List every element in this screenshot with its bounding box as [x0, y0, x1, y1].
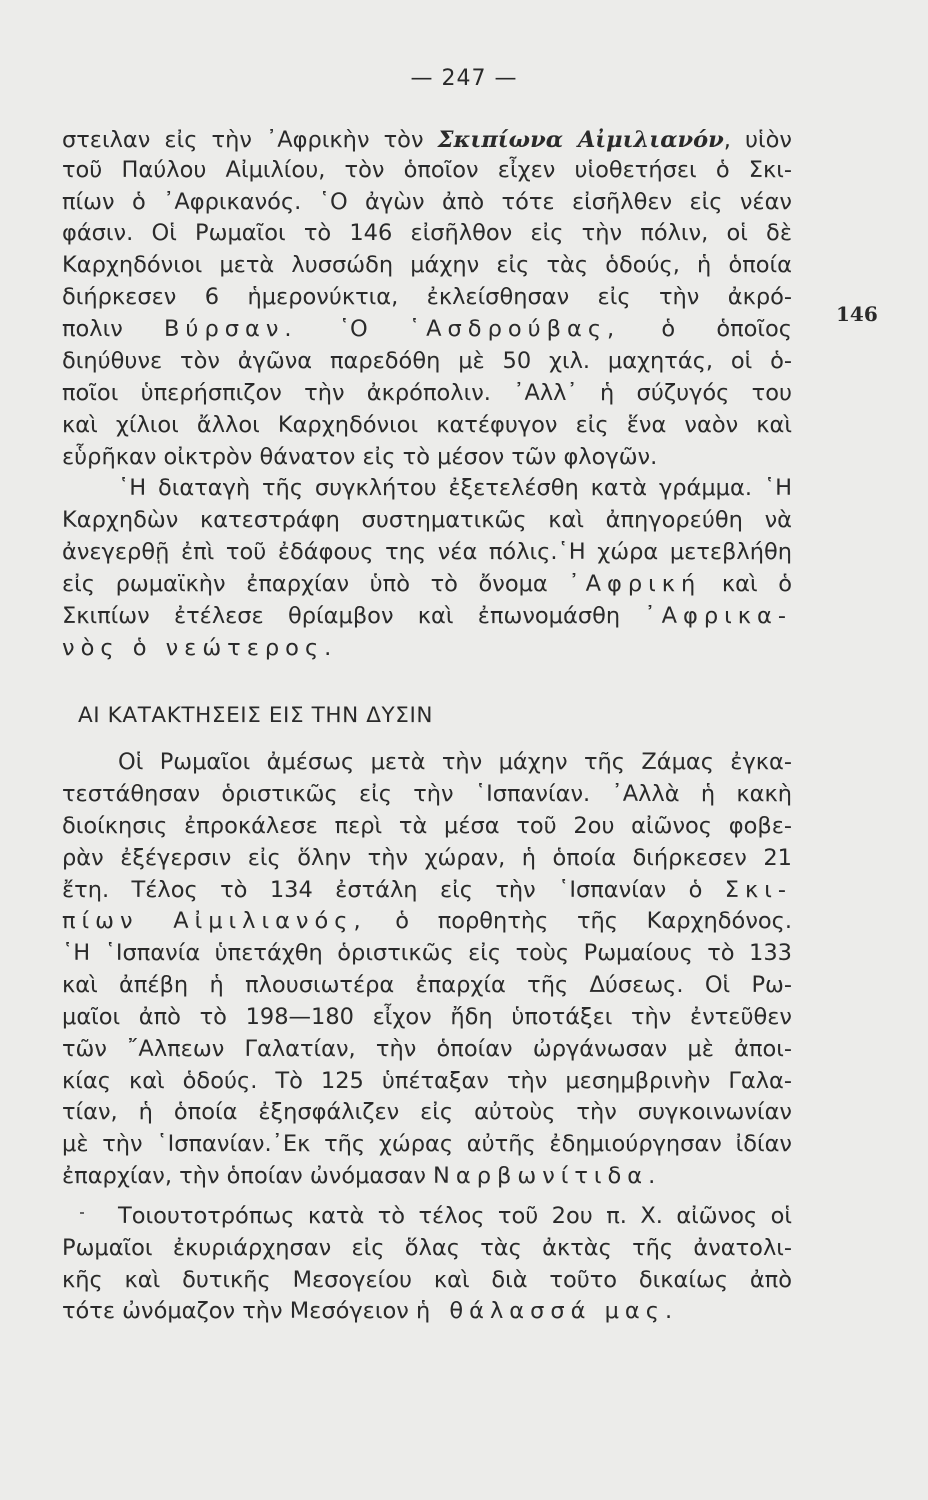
text-line: Καρχηδόνιοι μετὰ λυσσώδη μάχην εἰς τὰς ὁδούς, ἡ ὁποία — [62, 252, 792, 278]
text-line: διοίκησις ἐπροκάλεσε περὶ τὰ μέσα τοῦ 2ου αἰῶνος φοβε- — [62, 813, 792, 839]
text-line: μαῖοι ἀπὸ τὸ 198—180 εἶχον ἤδη ὑποτάξει τὴν ἐντεῦθεν — [62, 1004, 792, 1030]
text-line: ῾Η ῾Ισπανία ὑπετάχθη ὁριστικῶς εἰς τοὺς Ρωμαίους τὸ 133 — [62, 940, 792, 966]
text-line: ἀνεγερθῇ ἐπὶ τοῦ ἐδάφους της νέα πόλις.῾Η χώρα μετεβλήθη — [62, 539, 792, 565]
text-line: πίων ὁ ᾿Αφρικανός. ῾Ο ἀγὼν ἀπὸ τότε εἰσῆλθεν εἰς νέαν — [62, 189, 792, 215]
text-line: φάσιν. Οἱ Ρωμαῖοι τὸ 146 εἰσῆλθον εἰς τὴν πόλιν, οἱ δὲ — [62, 220, 792, 246]
text-line: τίαν, ἡ ὁποία ἐξησφάλιζεν εἰς αὐτοὺς τὴν συγκοινωνίαν — [62, 1099, 792, 1125]
text-line: πολιν Βύρσαν. ῾Ο ῾Ασδρούβας, ὁ ὁποῖος — [62, 316, 793, 342]
text-line: Τοιουτοτρόπως κατὰ τὸ τέλος τοῦ 2ου π. Χ. αἰῶνος οἱ — [118, 1203, 792, 1229]
text-line: διηύθυνε τὸν ἀγῶνα παρεδόθη μὲ 50 χιλ. μαχητάς, οἱ ὁ- — [62, 348, 792, 374]
section-heading: ΑΙ ΚΑΤΑΚΤΗΣΕΙΣ ΕΙΣ ΤΗΝ ΔΥΣΙΝ — [78, 703, 434, 728]
speck — [80, 1212, 84, 1214]
text-line: ἔτη. Τέλος τὸ 134 ἐστάλη εἰς τὴν ῾Ισπανίαν ὁ Σκι- — [62, 877, 792, 903]
page-number: — 247 — — [410, 66, 518, 91]
text-line: κῆς καὶ δυτικῆς Μεσογείου καὶ διὰ τοῦτο δικαίως ἀπὸ — [62, 1267, 792, 1293]
text-line: στειλαν εἰς τὴν ᾿Αφρικὴν τὸν Σκιπίωνα Αἰμιλιανόν, υἱὸν — [62, 127, 792, 153]
text-line: ἐπαρχίαν, τὴν ὁποίαν ὠνόμασαν Ναρβωνίτιδα. — [62, 1163, 662, 1189]
text-line: Ρωμαῖοι ἐκυριάρχησαν εἰς ὅλας τὰς ἀκτὰς τῆς ἀνατολι- — [62, 1235, 792, 1261]
margin-note: 146 — [836, 302, 878, 326]
text-line: καὶ χίλιοι ἄλλοι Καρχηδόνιοι κατέφυγον εἰς ἕνα ναὸν καὶ — [62, 412, 792, 438]
text-line: ῾Η διαταγὴ τῆς συγκλήτου ἐξετελέσθη κατὰ γράμμα. ῾Η — [118, 475, 792, 501]
text-line: Καρχηδὼν κατεστράφη συστηματικῶς καὶ ἀπηγορεύθη νὰ — [62, 507, 792, 533]
text-line: νὸς ὁ νεώτερος. — [62, 635, 338, 661]
text-line: ποῖοι ὑπερήσπιζον τὴν ἀκρόπολιν. ᾿Αλλ᾿ ἡ σύζυγός του — [62, 380, 792, 406]
emphasis-name: Σκιπίωνα Αἰμιλιανόν — [437, 127, 724, 153]
text-line: Οἱ Ρωμαῖοι ἀμέσως μετὰ τὴν μάχην τῆς Ζάμας ἐγκα- — [118, 749, 792, 775]
text-line: ρὰν ἐξέγερσιν εἰς ὅλην τὴν χώραν, ἡ ὁποία διήρκεσεν 21 — [62, 845, 792, 871]
text-line: εὗρῆκαν οἰκτρὸν θάνατον εἰς τὸ μέσον τῶν φλογῶν. — [62, 444, 658, 470]
text-line: εἰς ρωμαϊκὴν ἐπαρχίαν ὑπὸ τὸ ὄνομα ᾿Αφρική καὶ ὁ — [62, 571, 793, 597]
text-line: Σκιπίων ἐτέλεσε θρίαμβον καὶ ἐπωνομάσθη ᾿Αφρικα- — [62, 603, 792, 629]
text-line: διήρκεσεν 6 ἡμερονύκτια, ἐκλείσθησαν εἰς τὴν ἀκρό- — [62, 284, 792, 310]
text-line: πίων Αἰμιλιανός, ὁ πορθητὴς τῆς Καρχηδόνος. — [62, 908, 793, 934]
text-line: τῶν ῎Αλπεων Γαλατίαν, τὴν ὁποίαν ὠργάνωσαν μὲ ἀποι- — [62, 1036, 792, 1062]
text-line: τότε ὠνόμαζον τὴν Μεσόγειον ἡ θάλασσά μας. — [62, 1298, 679, 1324]
text-line: καὶ ἀπέβη ἡ πλουσιωτέρα ἐπαρχία τῆς Δύσεως. Οἱ Ρω- — [62, 972, 792, 998]
text-line: τοῦ Παύλου Αἰμιλίου, τὸν ὁποῖον εἶχεν υἱοθετήσει ὁ Σκι- — [62, 157, 792, 183]
text-line: μὲ τὴν ῾Ισπανίαν.᾿Εκ τῆς χώρας αὐτῆς ἐδημιούργησαν ἰδίαν — [62, 1131, 792, 1157]
text-line: κίας καὶ ὁδούς. Τὸ 125 ὑπέταξαν τὴν μεσημβρινὴν Γαλα- — [62, 1068, 792, 1094]
text-line: τεστάθησαν ὁριστικῶς εἰς τὴν ῾Ισπανίαν. ᾿Αλλὰ ἡ κακὴ — [62, 781, 792, 807]
